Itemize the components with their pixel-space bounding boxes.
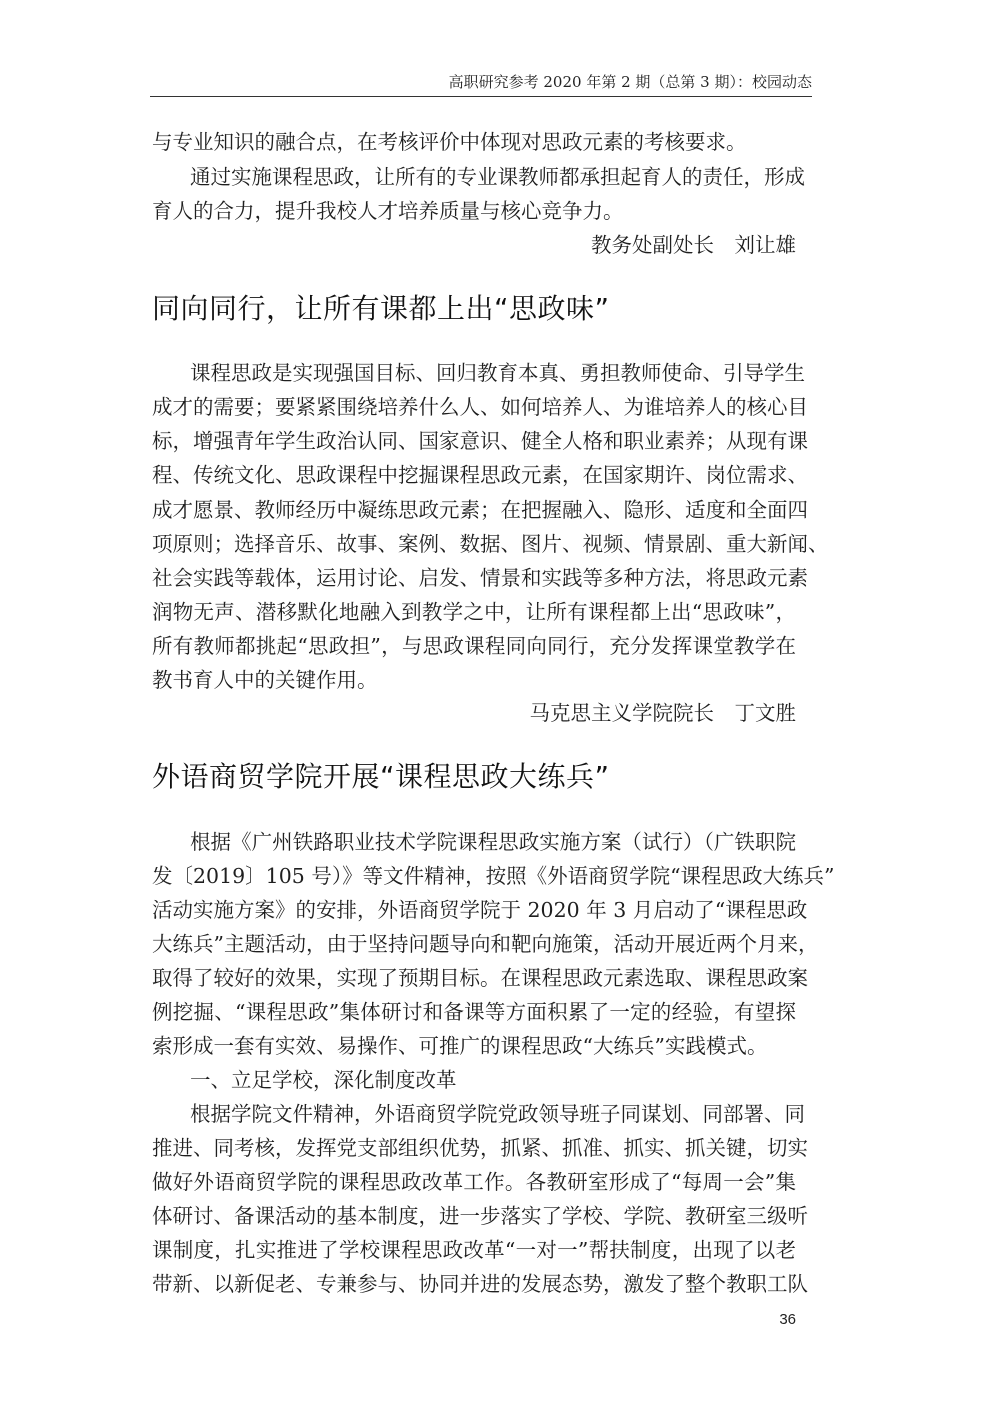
- paragraph-line: 做好外语商贸学院的课程思政改革工作。各教研室形成了“每周一会”集: [152, 1170, 796, 1194]
- paragraph-line: 所有教师都挑起“思政担”，与思政课程同向同行，充分发挥课堂教学在: [152, 634, 796, 658]
- page-number: 36: [779, 1311, 796, 1328]
- paragraph-line: 根据学院文件精神，外语商贸学院党政领导班子同谋划、同部署、同: [190, 1102, 805, 1126]
- author-signature: 教务处副处长 刘让雄: [591, 233, 796, 257]
- paragraph-line: 社会实践等载体，运用讨论、启发、情景和实践等多种方法，将思政元素: [152, 566, 808, 590]
- paragraph-line: 根据《广州铁路职业技术学院课程思政实施方案（试行）（广铁职院: [190, 830, 796, 854]
- paragraph-line: 程、传统文化、思政课程中挖掘课程思政元素，在国家期许、岗位需求、: [152, 463, 808, 487]
- section-subheading: 一、立足学校，深化制度改革: [190, 1068, 457, 1092]
- author-signature: 马克思主义学院院长 丁文胜: [529, 701, 796, 725]
- paragraph-line: 活动实施方案》的安排，外语商贸学院于 2020 年 3 月启动了“课程思政: [152, 898, 808, 922]
- paragraph-line: 取得了较好的效果，实现了预期目标。在课程思政元素选取、课程思政案: [152, 966, 808, 990]
- paragraph-line: 通过实施课程思政，让所有的专业课教师都承担起育人的责任，形成: [190, 165, 805, 189]
- paragraph-line: 大练兵”主题活动，由于坚持问题导向和靶向施策，活动开展近两个月来，: [152, 932, 819, 956]
- paragraph-line: 成才愿景、教师经历中凝练思政元素；在把握融入、隐形、适度和全面四: [152, 498, 808, 522]
- paragraph-line: 课程思政是实现强国目标、回归教育本真、勇担教师使命、引导学生: [190, 361, 805, 385]
- article-title: 同向同行，让所有课都上出“思政味”: [152, 292, 610, 325]
- paragraph-line: 成才的需要；要紧紧围绕培养什么人、如何培养人、为谁培养人的核心目: [152, 395, 808, 419]
- paragraph-line: 育人的合力，提升我校人才培养质量与核心竞争力。: [152, 199, 624, 223]
- article-title: 外语商贸学院开展“课程思政大练兵”: [152, 760, 610, 793]
- paragraph-line: 体研讨、备课活动的基本制度，进一步落实了学校、学院、教研室三级听: [152, 1204, 808, 1228]
- paragraph-line: 索形成一套有实效、易操作、可推广的课程思政“大练兵”实践模式。: [152, 1034, 768, 1058]
- paragraph-line: 课制度，扎实推进了学校课程思政改革“一对一”帮扶制度，出现了以老: [152, 1238, 796, 1262]
- paragraph-line: 教书育人中的关键作用。: [152, 668, 378, 692]
- paragraph-line: 项原则；选择音乐、故事、案例、数据、图片、视频、情景剧、重大新闻、: [152, 532, 829, 556]
- paragraph-line: 标，增强青年学生政治认同、国家意识、健全人格和职业素养；从现有课: [152, 429, 808, 453]
- paragraph-line: 推进、同考核，发挥党支部组织优势，抓紧、抓准、抓实、抓关键，切实: [152, 1136, 808, 1160]
- paragraph-line: 发〔2019〕105 号）》等文件精神，按照《外语商贸学院“课程思政大练兵”: [152, 864, 835, 888]
- running-header: 高职研究参考 2020 年第 2 期（总第 3 期）：校园动态: [448, 73, 812, 91]
- paragraph-line: 带新、以新促老、专兼参与、协同并进的发展态势，激发了整个教职工队: [152, 1272, 808, 1296]
- paragraph-line: 与专业知识的融合点，在考核评价中体现对思政元素的考核要求。: [152, 130, 747, 154]
- header-rule: [150, 96, 812, 97]
- paragraph-line: 润物无声、潜移默化地融入到教学之中，让所有课程都上出“思政味”，: [152, 600, 796, 624]
- paragraph-line: 例挖掘、“课程思政”集体研讨和备课等方面积累了一定的经验，有望探: [152, 1000, 796, 1024]
